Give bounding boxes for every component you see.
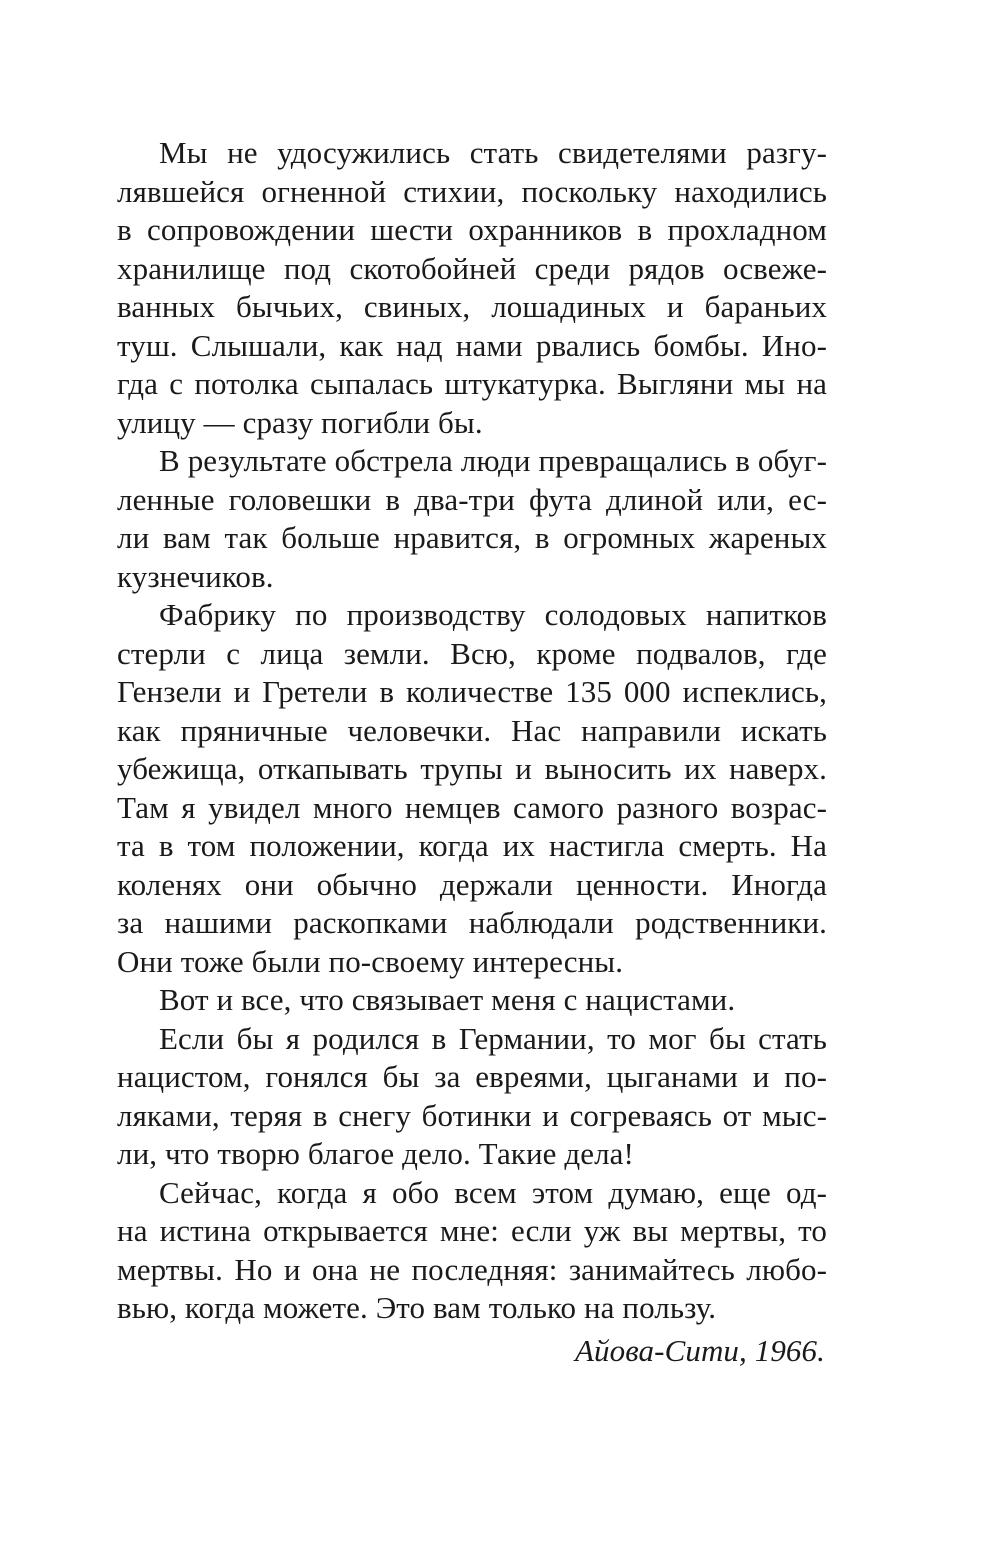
paragraph-3: [117, 596, 827, 981]
paragraph-4: [117, 981, 827, 1020]
signature-place-date: Айова-Сити, 1966.: [574, 1332, 825, 1368]
text-line: Если бы я родился в Германии, то мог бы стать: [159, 1020, 827, 1056]
text-line: Вот и все, что связывает меня с нацистами.: [159, 982, 736, 1017]
text-line: ли вам так больше нравится, в огромных жареных: [117, 520, 827, 555]
text-line: гда с потолка сыпалась штукатурка. Выгляни мы на: [117, 366, 827, 401]
text-line: убежища, откапывать трупы и выносить их наверх.: [117, 751, 827, 786]
text-line: Мы не удосужились стать свидетелями разгу-: [159, 135, 827, 170]
text-line: в сопровождении шести охранников в прохладном: [117, 212, 827, 247]
text-line: ленные головешки в два-три фута длиной или, ес-: [117, 481, 827, 517]
paragraph-1: [117, 134, 827, 442]
text-line: Фабрику по производству солодовых напитков: [159, 597, 827, 632]
paragraph-2: [117, 442, 827, 596]
page-text: [117, 134, 827, 1370]
text-line: стерли с лица земли. Всю, кроме подвалов, где: [117, 635, 827, 671]
text-line: улицу — сразу погибли бы.: [117, 404, 483, 440]
text-line: мертвы. Но и она не последняя: занимайтесь любо-: [117, 1251, 827, 1287]
text-line: хранилище под скотобойней среди рядов освеже-: [117, 250, 827, 286]
text-line: Они тоже были по-своему интересны.: [117, 943, 624, 979]
text-line: та в том положении, когда их настигла смерть. На: [117, 828, 827, 863]
text-line: лявшейся огненной стихии, поскольку находились: [117, 173, 827, 209]
text-line: ляками, теряя в снегу ботинки и согреваясь от мыс-: [117, 1097, 827, 1133]
text-line: В результате обстрела люди превращались в обуг-: [159, 443, 827, 478]
text-line: Гензели и Гретели в количестве 135 000 испеклись,: [117, 674, 827, 709]
text-line: вью, когда можете. Это вам только на пользу.: [117, 1290, 717, 1325]
paragraph-5: [117, 1020, 827, 1174]
text-line: кузнечиков.: [117, 558, 274, 594]
text-line: ванных бычьих, свиных, лошадиных и бараньих: [117, 289, 827, 324]
text-line: как пряничные человечки. Нас направили искать: [117, 712, 827, 748]
text-line: Сейчас, когда я обо всем этом думаю, еще од-: [159, 1174, 827, 1210]
text-line: коленях они обычно держали ценности. Иногда: [117, 866, 827, 902]
text-line: ли, что творю благое дело. Такие дела!: [117, 1136, 634, 1171]
text-line: нацистом, гонялся бы за евреями, цыганами и по-: [117, 1059, 827, 1094]
text-line: Там я увидел много немцев самого разного возрас-: [117, 789, 827, 825]
text-line: туш. Слышали, как над нами рвались бомбы. Ино-: [117, 327, 827, 363]
text-line: на истина открывается мне: если уж вы мертвы, то: [117, 1213, 827, 1248]
paragraph-6: [117, 1174, 827, 1328]
text-line: за нашими раскопками наблюдали родственники.: [117, 905, 827, 940]
